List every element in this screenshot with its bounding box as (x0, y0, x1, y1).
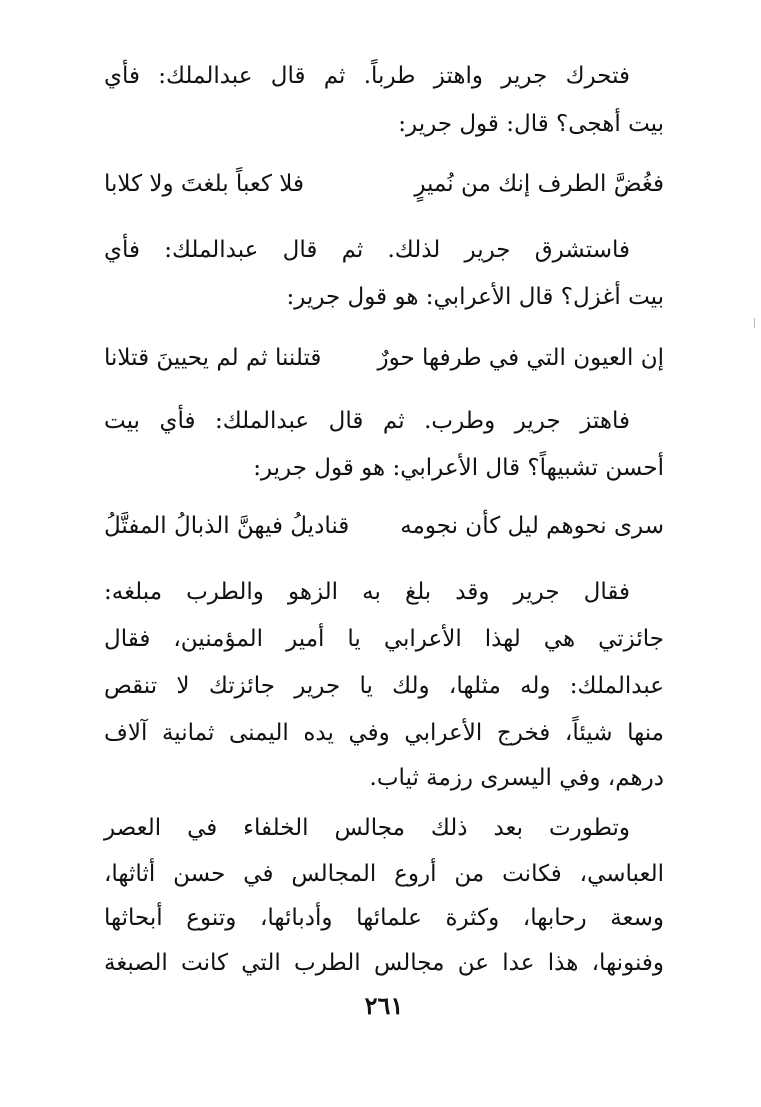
paragraph-5-line-1: وتطورت بعد ذلك مجالس الخلفاء في العصر (104, 815, 630, 841)
verse-3-second-hemistich: قناديلُ فيهنَّ الذبالُ المفتَّلُ (104, 513, 350, 539)
verse-2-first-hemistich: إن العيون التي في طرفها حورٌ (377, 345, 664, 371)
paragraph-4-line-4: منها شيئاً، فخرج الأعرابي وفي يده اليمنى ثمانية آلاف (104, 720, 664, 746)
verse-1 (104, 166, 664, 202)
paragraph-4-line-5: درهم، وفي اليسرى رزمة ثياب. (369, 765, 664, 791)
verse-2 (104, 340, 664, 376)
paragraph-3-line-1: فاهتز جرير وطرب. ثم قال عبدالملك: فأي بيت (104, 408, 630, 434)
paragraph-3-line-2: أحسن تشبيهاً؟ قال الأعرابي: هو قول جرير: (253, 455, 664, 481)
paragraph-1-line-1: فتحرك جرير واهتز طرباً. ثم قال عبدالملك: فأي (104, 63, 630, 89)
page-number: ٢٦١ (364, 991, 404, 1020)
paragraph-5-line-4: وفنونها، هذا عدا عن مجالس الطرب التي كانت الصبغة (104, 950, 664, 976)
paragraph-4-line-1: فقال جرير وقد بلغ به الزهو والطرب مبلغه: (104, 579, 630, 605)
verse-2-second-hemistich: قتلننا ثم لم يحيينَ قتلانا (104, 345, 322, 371)
paragraph-5-line-2: العباسي، فكانت من أروع المجالس في حسن أثاثها، (104, 861, 664, 887)
paragraph-5-line-3: وسعة رحابها، وكثرة علمائها وأدبائها، وتنوع أبحاثها (104, 905, 664, 931)
paragraph-2-line-2: بيت أغزل؟ قال الأعرابي: هو قول جرير: (286, 284, 664, 310)
paragraph-4-line-3: عبدالملك: وله مثلها، ولك يا جرير جائزتك لا تنقص (104, 673, 664, 699)
verse-3-first-hemistich: سرى نحوهم ليل كأن نجومه (400, 513, 664, 539)
paragraph-4-line-2: جائزتي هي لهذا الأعرابي يا أمير المؤمنين، فقال (104, 626, 664, 652)
verse-1-first-hemistich: فغُضَّ الطرف إنك من نُميرٍ (414, 171, 664, 197)
book-page (104, 0, 664, 1107)
verse-1-second-hemistich: فلا كعباً بلغتَ ولا كلابا (104, 171, 304, 197)
verse-3 (104, 508, 664, 544)
paragraph-1-line-2: بيت أهجى؟ قال: قول جرير: (398, 111, 664, 137)
paragraph-2-line-1: فاستشرق جرير لذلك. ثم قال عبدالملك: فأي (104, 237, 630, 263)
scan-edge-mark (754, 318, 755, 328)
